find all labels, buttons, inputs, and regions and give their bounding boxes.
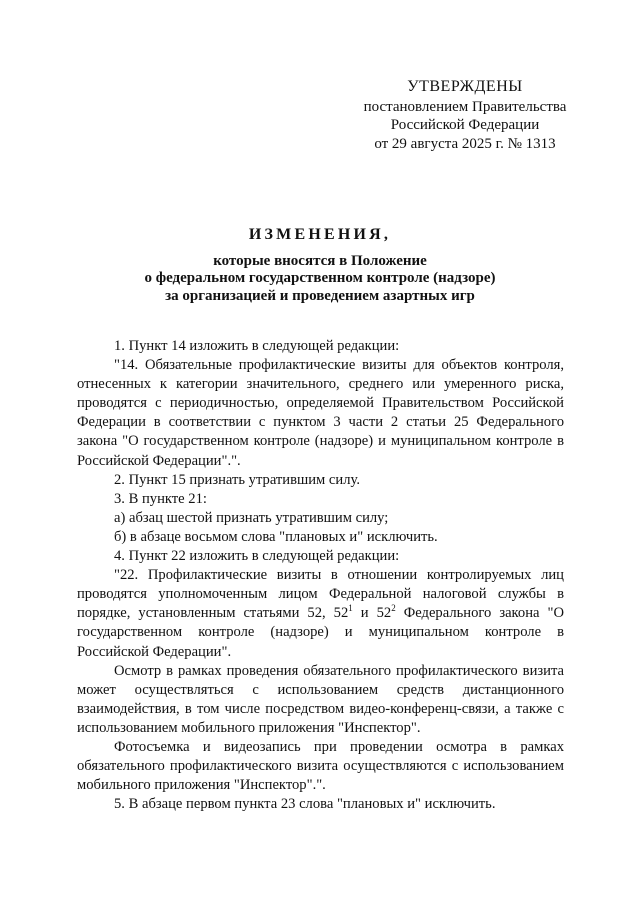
paragraph-item-3a: а) абзац шестой признать утратившим силу; <box>114 509 389 526</box>
approval-title: УТВЕРЖДЕНЫ <box>407 78 523 95</box>
paragraph-item-3b: б) в абзаце восьмом слова "плановых и" исключить. <box>114 528 438 545</box>
superscript-2: 2 <box>391 603 396 614</box>
subtitle-line-1: которые вносятся в Положение <box>213 252 427 269</box>
paragraph-22-part-3: Федерального закона "О государственном контроле (надзоре) и муниципальном контроле в Российской Федерации". <box>77 605 565 660</box>
approval-line-3: от 29 августа 2025 г. № 1313 <box>374 135 556 152</box>
document-body <box>77 337 564 814</box>
superscript-1: 1 <box>348 603 353 614</box>
paragraph-item-3: 3. В пункте 21: <box>114 490 207 507</box>
paragraph-inspection: Осмотр в рамках проведения обязательного профилактического визита может осуществляться с использованием средств дистанционного взаимодействия, в том числе посредством видео-конференц-связи, а также с использованием мобильного приложения "Инспектор". <box>77 662 564 736</box>
paragraph-item-5: 5. В абзаце первом пункта 23 слова "плановых и" исключить. <box>114 796 496 813</box>
paragraph-item-4: 4. Пункт 22 изложить в следующей редакции: <box>114 548 400 565</box>
paragraph-item-2: 2. Пункт 15 признать утратившим силу. <box>114 471 360 488</box>
paragraph-item-1: 1. Пункт 14 изложить в следующей редакции: <box>114 338 400 354</box>
paragraph-item-22-text <box>77 566 564 661</box>
subtitle-line-3: за организацией и проведением азартных игр <box>165 287 475 304</box>
approval-stamp <box>340 78 590 153</box>
approval-line-2: Российской Федерации <box>390 117 540 133</box>
paragraph-photo-video: Фотосъемка и видеозапись при проведении осмотра в рамках обязательного профилактического визита осуществляются с использованием мобильного приложения "Инспектор".". <box>77 738 564 794</box>
paragraph-item-14-text: "14. Обязательные профилактические визиты для объектов контроля, отнесенных к категории значительного, среднего или умеренного риска, проводятся с периодичностью, определяемой Правительством Российской Федерации в соответствии с пунктом 3 части 2 статьи 25 Федерального закона "О государственном контроле (надзоре) и муниципальном контроле в Российской Федерации".". <box>77 357 564 469</box>
subtitle-line-2: о федеральном государственном контроле (надзоре) <box>144 270 496 286</box>
document-title: ИЗМЕНЕНИЯ, <box>248 226 392 243</box>
approval-line-1: постановлением Правительства <box>363 98 567 115</box>
paragraph-22-part-1: "22. Профилактические визиты в отношении контролируемых лиц проводятся уполномоченным лицом Федеральной налоговой службы в порядке, установленным статьями 52, 52 <box>77 567 564 622</box>
document-heading <box>60 226 580 305</box>
paragraph-22-part-2: и 52 <box>352 605 392 622</box>
